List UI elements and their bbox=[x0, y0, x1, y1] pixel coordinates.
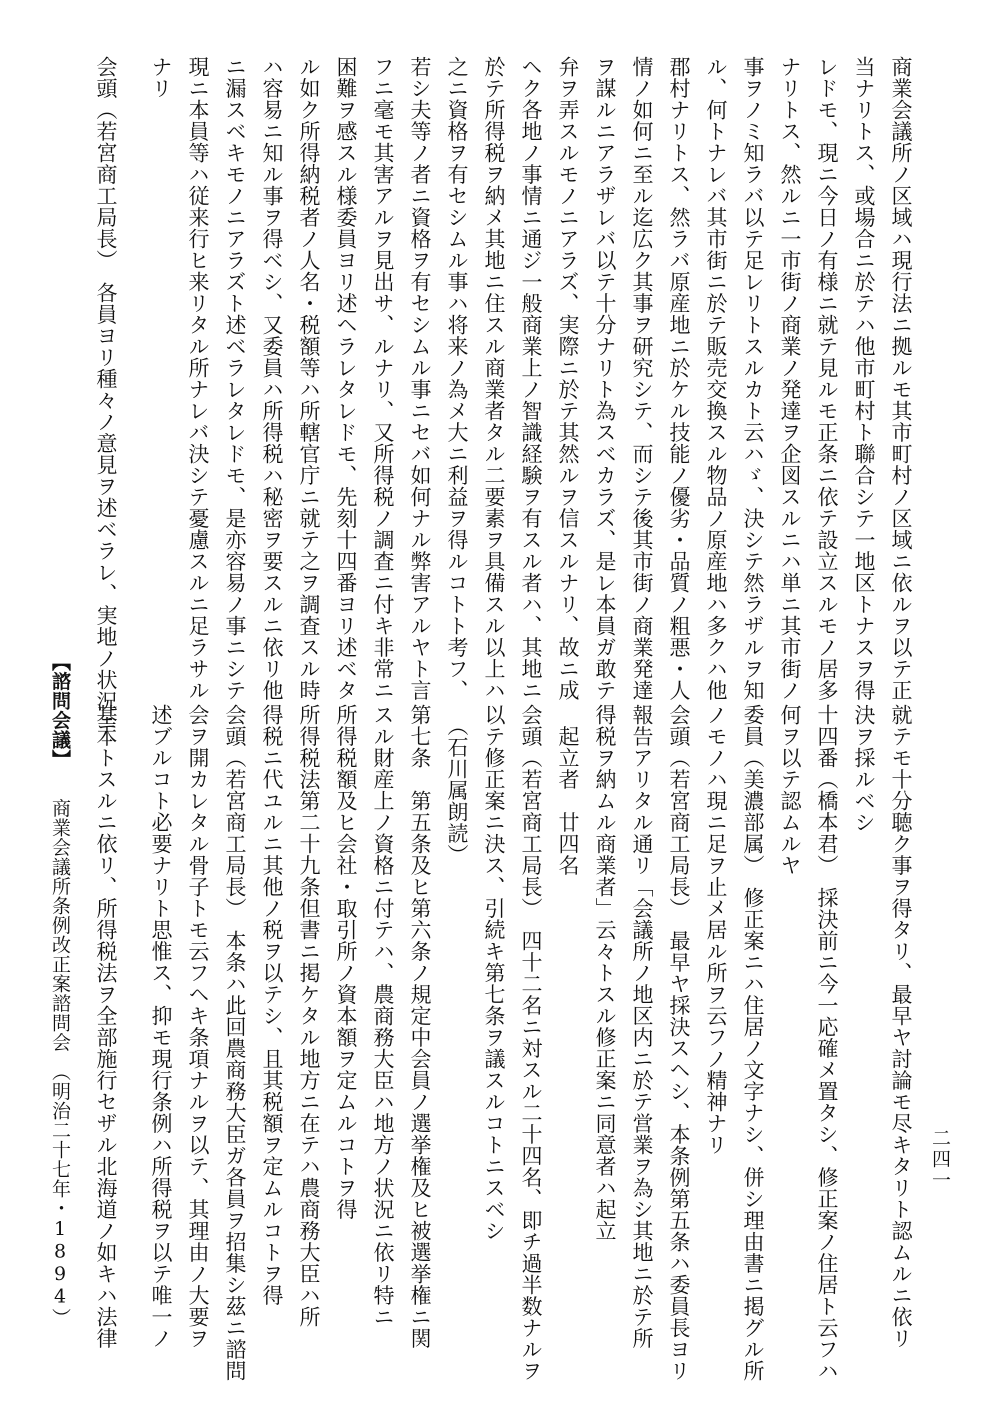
text-column: 就テモ十分聴ク事ヲ得タリ、最早ヤ討論モ尽キタリト認ムルニ依リ bbox=[889, 704, 913, 1349]
text-column: ニ漏スベキモノニアラズト述ベラレタレドモ、是亦容易ノ事ニシテ bbox=[223, 56, 247, 701]
text-column: ノモノハ現ニ足ヲ止メ居ル所ヲ云フノ精神ナリ bbox=[704, 704, 728, 1156]
text-column: 何ヲ以テ認ムルヤ bbox=[778, 704, 802, 876]
text-column: 郡村ナリトス、然ラバ原産地ニ於ケル技能ノ優劣・品質ノ粗悪・人 bbox=[667, 56, 691, 701]
text-column: 述ブルコト必要ナリト思惟ス、抑モ現行条例ハ所得税ヲ以テ唯一ノ bbox=[149, 704, 173, 1349]
text-column: 会頭（若宮商工局長） 本条ハ此回農商務大臣ガ各員ヲ招集シ茲ニ諮問 bbox=[223, 704, 247, 1382]
text-column: ヘク各地ノ事情ニ通ジ一般商業上ノ智識経験ヲ有スル者ハ、其地ニ bbox=[519, 56, 543, 701]
text-column: 所得税法第二十九条但書ニ掲ケタル地方ニ在テハ農商務大臣ハ所 bbox=[297, 704, 321, 1328]
text-column: （石川属朗読） bbox=[445, 704, 469, 866]
text-column: 情ノ如何ニ至ル迄広ク其事ヲ研究シテ、而シテ後其市街ノ商業発達 bbox=[630, 56, 654, 701]
running-header-date: （明治二十七年・1894） bbox=[49, 1071, 71, 1328]
text-column: 十四番（橋本君） 採決前ニ今一応確メ置タシ、修正案ノ住居ト云フハ bbox=[815, 704, 839, 1382]
text-column: ナリトス、然ルニ一市街ノ商業ノ発達ヲ企図スルニハ単ニ其市街ノ bbox=[778, 56, 802, 701]
text-column: 得税ニ代ユルニ其他ノ税ヲ以テシ、且其税額ヲ定ムルコトヲ得 bbox=[260, 704, 284, 1306]
text-column: 商業会議所ノ区域ハ現行法ニ拠ルモ其市町村ノ区域ニ依ルヲ以テ正 bbox=[889, 56, 913, 701]
text-column: 困難ヲ感スル様委員ヨリ述ヘラレタレドモ、先刻十四番ヨリ述ベタ bbox=[334, 56, 358, 701]
text-column: 起立者 廿四名 bbox=[556, 704, 580, 876]
text-column: ナリ bbox=[149, 56, 173, 99]
text-column: 現ニ本員等ハ従来行ヒ来リタル所ナレバ決シテ憂慮スルニ足ラサル bbox=[186, 56, 210, 701]
text-column: 基本トスルニ依リ、所得税法ヲ全部施行セザル北海道ノ如キハ法律 bbox=[94, 704, 118, 1349]
text-column: 事ヲノミ知ラバ以テ足レリトスルカト云ハゞ、決シテ然ラザルヲ知 bbox=[741, 56, 765, 701]
text-column: 弁ヲ弄スルモノニアラズ、実際ニ於テ其然ルヲ信スルナリ、故ニ成 bbox=[556, 56, 580, 701]
text-column: ル如ク所得納税者ノ人名・税額等ハ所轄官庁ニ就テ之ヲ調査スル時 bbox=[297, 56, 321, 701]
text-column: 会頭（若宮商工局長） 各員ヨリ種々ノ意見ヲ述ベラレ、実地ノ状況ニ bbox=[94, 56, 118, 734]
text-column: 以テ修正案ニ決ス、引続キ第七条ヲ議スルコトニスベシ bbox=[482, 704, 506, 1242]
text-column: レドモ、現ニ今日ノ有様ニ就テ見ルモ正条ニ依テ設立スルモノ居多 bbox=[815, 56, 839, 701]
text-column: 当ナリトス、或場合ニ於テハ他市町村ト聯合シテ一地区トナスヲ得 bbox=[852, 56, 876, 701]
text-column: 得税ヲ納ムル商業者」云々トスル修正案ニ同意者ハ起立 bbox=[593, 704, 617, 1242]
text-column: フニ毫モ其害アルヲ見出サ、ルナリ、又所得税ノ調査ニ付キ非常ニ bbox=[371, 56, 395, 701]
text-column: ハ容易ニ知ル事ヲ得ベシ、又委員ハ所得税ハ秘密ヲ要スルニ依リ他 bbox=[260, 56, 284, 701]
text-column: スル財産上ノ資格ニ付テハ、農商務大臣ハ地方ノ状況ニ依リ特ニ bbox=[371, 704, 395, 1328]
running-header bbox=[50, 652, 69, 1328]
text-column: 委員（美濃部属） 修正案ニハ住居ノ文字ナシ、併シ理由書ニ掲グル所 bbox=[741, 704, 765, 1382]
text-column: 於テ所得税ヲ納メ其地ニ住スル商業者タル二要素ヲ具備スル以上ハ bbox=[482, 56, 506, 701]
text-column: ヲ謀ルニアラザレバ以テ十分ナリト為スベカラズ、是レ本員ガ敢テ bbox=[593, 56, 617, 701]
text-column: 之ニ資格ヲ有セシムル事ハ将来ノ為メ大ニ利益ヲ得ルコトト考フ、 bbox=[445, 56, 469, 701]
text-column: 報告アリタル通リ「会議所ノ地区内ニ於テ営業ヲ為シ其地ニ於テ所 bbox=[630, 704, 654, 1349]
running-header-section-tag: 【諮問会議】 bbox=[49, 652, 71, 760]
text-column: 会ヲ開カレタル骨子トモ云フヘキ条項ナルヲ以テ、其理由ノ大要ヲ bbox=[186, 704, 210, 1349]
page-number: 二四一 bbox=[929, 1128, 951, 1191]
running-header-spacer bbox=[49, 1052, 71, 1072]
text-column: 所得税額及ヒ会社・取引所ノ資本額ヲ定ムルコトヲ得 bbox=[334, 704, 358, 1220]
text-column: 会頭（若宮商工局長） 四十二名ニ対スル二十四名、即チ過半数ナルヲ bbox=[519, 704, 543, 1382]
text-column: 若シ夫等ノ者ニ資格ヲ有セシムル事ニセバ如何ナル弊害アルヤト言 bbox=[408, 56, 432, 701]
text-column: ル、何トナレバ其市街ニ於テ販売交換スル物品ノ原産地ハ多クハ他 bbox=[704, 56, 728, 701]
text-column: 会頭（若宮商工局長） 最早ヤ採決スヘシ、本条例第五条ハ委員長ヨリ bbox=[667, 704, 691, 1382]
text-column: 決ヲ採ルベシ bbox=[852, 704, 876, 833]
text-column: 第七条 第五条及ヒ第六条ノ規定中会員ノ選挙権及ヒ被選挙権ニ関 bbox=[408, 704, 432, 1349]
running-header-spacer bbox=[49, 760, 71, 799]
running-header-title: 商業会議所条例改正案諮問会 bbox=[49, 798, 71, 1052]
